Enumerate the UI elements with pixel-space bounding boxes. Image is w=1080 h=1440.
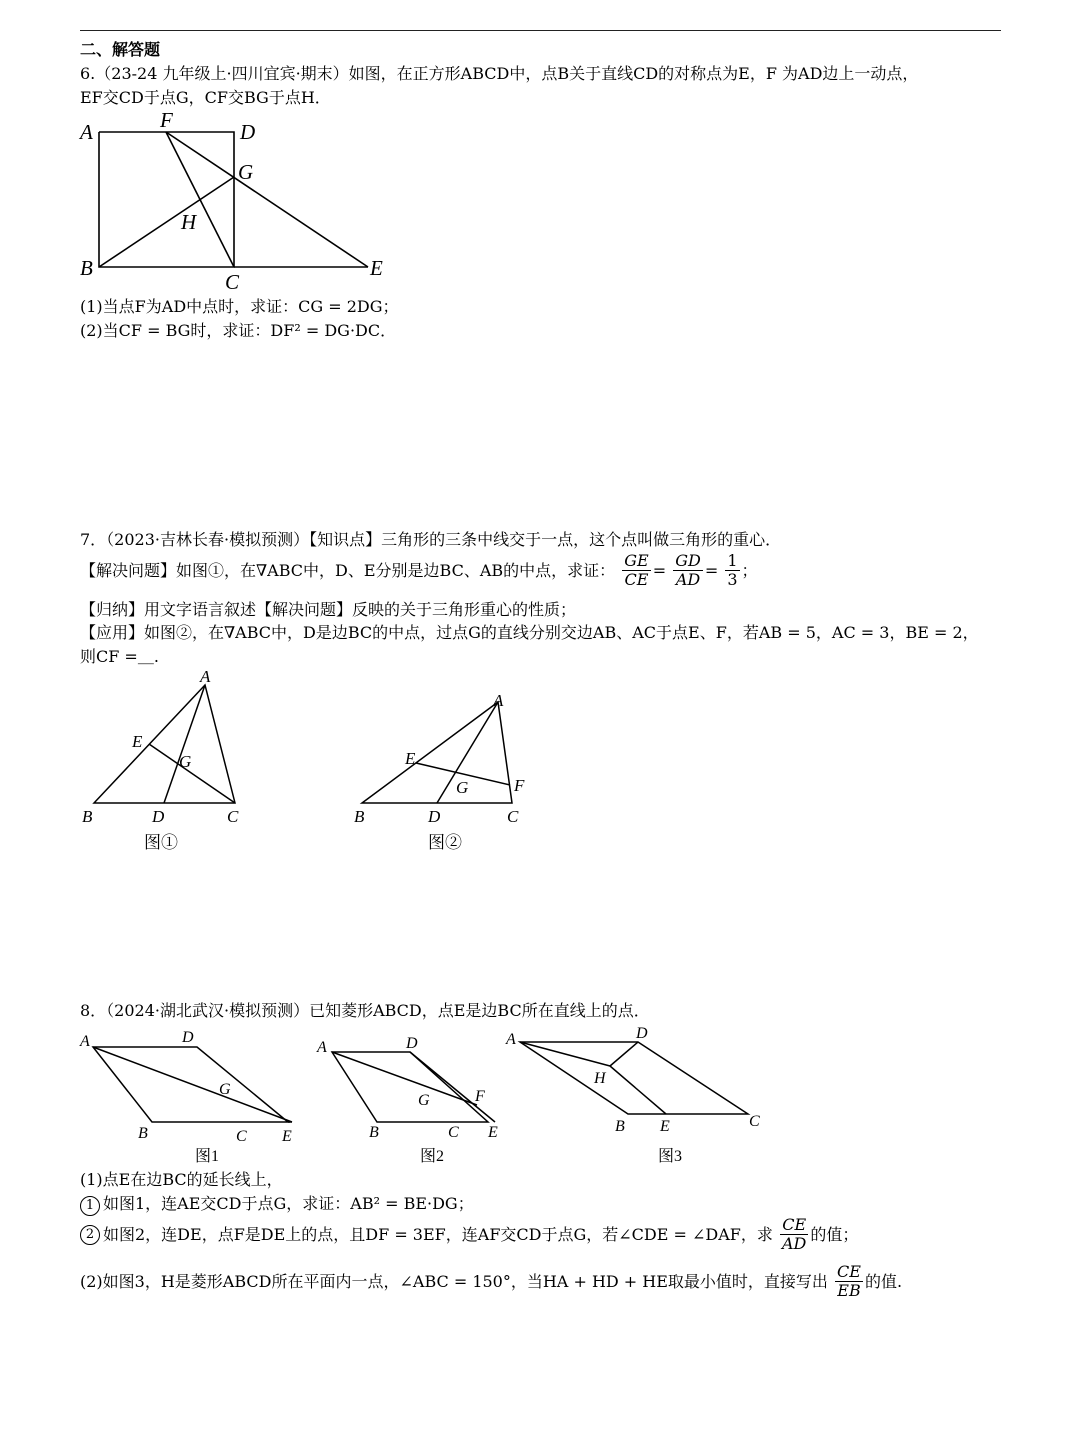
q8-fig3-label-c: C xyxy=(749,1113,760,1130)
q7-line1: 7．（2023·吉林长春·模拟预测）【知识点】三角形的三条中线交于一点，这个点叫做三角形的重心． xyxy=(80,530,782,549)
q6-figure xyxy=(60,105,420,295)
q7-frac2-num: GD xyxy=(675,551,701,570)
q8-sub2-text: 如图2，连DE，点F是DE上的点，且DF = 3EF，连AF交CD于点G，若∠CDE = ∠DAF，求 xyxy=(103,1224,773,1244)
q7-fig2-label-e: E xyxy=(405,749,416,768)
q8-fig1-caption: 图1 xyxy=(195,1148,220,1165)
q8-fig1-label-a: A xyxy=(80,1033,90,1050)
q6-label-f: F xyxy=(160,108,173,132)
q7-fig2-label-b: B xyxy=(354,807,365,826)
q8-fig2-label-g: G xyxy=(418,1092,430,1109)
q8-sub2-frac-den: AD xyxy=(782,1234,807,1254)
q8-fig2-segment-de xyxy=(410,1052,495,1122)
q8-fig3-label-d: D xyxy=(636,1025,648,1042)
q8-fig2-label-f: F xyxy=(475,1088,485,1105)
q6-label-c: C xyxy=(225,270,240,294)
q8-fig2-segment-af xyxy=(332,1052,477,1105)
q8-fig2-label-c: C xyxy=(448,1124,459,1141)
q8-part2-frac-den: EB xyxy=(837,1281,861,1301)
q7-fig1-label-c: C xyxy=(227,807,239,826)
q8-fig3-label-e: E xyxy=(660,1118,670,1135)
q8-line1: 8．（2024·湖北武汉·模拟预测）已知菱形ABCD，点E是边BC所在直线上的点． xyxy=(80,1001,650,1020)
q7-fig1-label-d: D xyxy=(152,807,165,826)
q6-label-b: B xyxy=(80,256,93,280)
q7-equals-2: = xyxy=(704,560,719,580)
q8-sub1-number: 1 xyxy=(80,1196,100,1216)
q8-fig2-label-e: E xyxy=(488,1124,498,1141)
q8-sub1-text: 如图1，连AE交CD于点G，求证：AB² = BE·DG； xyxy=(103,1194,474,1213)
q8-sub2-suffix: 的值； xyxy=(810,1224,859,1244)
q7-line2 xyxy=(80,552,758,590)
q6-line1: 6.（23-24 九年级上·四川宜宾·期末）如图，在正方形ABCD中，点B关于直线CD的对称点为E，F 为AD边上一动点， xyxy=(80,64,919,83)
q8-sub2 xyxy=(80,1216,858,1254)
q8-fig1-label-e: E xyxy=(282,1128,292,1145)
q7-fig1-label-e: E xyxy=(132,732,143,751)
q7-fig1-label-a: A xyxy=(200,667,211,686)
q7-line2-text: 【解决问题】如图①，在∇ABC中，D、E分别是边BC、AB的中点，求证： xyxy=(80,560,616,580)
q8-fig2-label-d: D xyxy=(406,1035,418,1052)
q8-fig3-segment-hd xyxy=(610,1042,638,1066)
q6-label-h: H xyxy=(181,210,197,234)
q8-fig2-label-a: A xyxy=(317,1039,327,1056)
q7-frac2-den: AD xyxy=(675,570,701,590)
q8-fig3-caption: 图3 xyxy=(658,1148,683,1165)
q7-figures xyxy=(70,665,540,860)
q8-fig2-caption: 图2 xyxy=(420,1148,445,1165)
q8-fig3-label-b: B xyxy=(615,1118,625,1135)
q7-fraction-ge-ce xyxy=(622,552,650,590)
q7-fraction-one-third xyxy=(725,552,739,590)
q7-fraction-gd-ad xyxy=(673,552,703,590)
q8-fig2-rhombus xyxy=(332,1052,488,1122)
q8-part2-frac-num: CE xyxy=(837,1262,861,1281)
q7-fig1-label-g: G xyxy=(179,752,192,771)
q7-equals-1: = xyxy=(652,560,667,580)
q7-frac3-den: 3 xyxy=(727,570,738,590)
q7-frac3-num: 1 xyxy=(727,551,738,570)
q8-fig1-label-b: B xyxy=(138,1125,148,1142)
q8-fig1-label-g: G xyxy=(219,1081,231,1098)
q7-line3: 【归纳】用文字语言叙述【解决问题】反映的关于三角形重心的性质； xyxy=(80,600,577,619)
q8-fig3-segment-ha xyxy=(520,1042,610,1066)
q8-part2-suffix: 的值. xyxy=(864,1271,903,1291)
q8-fig1-label-d: D xyxy=(182,1029,194,1046)
q7-frac1-den: CE xyxy=(624,570,649,590)
q8-fig1-label-c: C xyxy=(236,1128,247,1145)
q8-part1: (1)点E在边BC的延长线上， xyxy=(80,1170,283,1189)
q7-fig1-label-b: B xyxy=(82,807,93,826)
q6-part1: (1)当点F为AD中点时，求证：CG = 2DG； xyxy=(80,297,399,316)
q6-square-abcd xyxy=(99,132,234,267)
q7-fig2-label-f: F xyxy=(514,776,525,795)
q8-fig2-label-b: B xyxy=(369,1124,379,1141)
top-rule xyxy=(80,30,1001,31)
q6-label-d: D xyxy=(240,120,256,144)
q7-fig2-label-d: D xyxy=(428,807,441,826)
q8-sub2-number: 2 xyxy=(80,1225,100,1245)
q7-fig1-caption: 图① xyxy=(144,833,178,852)
q7-line4: 【应用】如图②，在∇ABC中，D是边BC的中点，过点G的直线分别交边AB、AC于点E、F，若AB = 5，AC = 3，BE = 2， xyxy=(80,623,979,642)
q7-fig1-median-ad xyxy=(164,685,205,803)
q7-fig2-label-c: C xyxy=(507,807,519,826)
section-title: 二、解答题 xyxy=(80,40,161,59)
q6-label-e: E xyxy=(370,256,383,280)
q6-line2: EF交CD于点G，CF交BG于点H． xyxy=(80,88,331,107)
q6-part2: (2)当CF = BG时，求证：DF² = DG·DC． xyxy=(80,321,397,340)
q8-figures xyxy=(70,1022,790,1170)
q6-label-a: A xyxy=(80,120,93,144)
q8-sub2-frac-num: CE xyxy=(780,1216,808,1235)
q7-fig1-triangle xyxy=(94,685,235,803)
q7-frac1-num: GE xyxy=(624,551,649,570)
q8-fig3-label-a: A xyxy=(506,1031,516,1048)
q7-semicolon: ； xyxy=(741,560,758,580)
q6-segment-bg xyxy=(99,177,234,267)
q8-fig3-label-h: H xyxy=(594,1070,606,1087)
q6-segment-fe xyxy=(166,132,368,267)
q7-fig2-label-g: G xyxy=(456,778,469,797)
q8-sub2-fraction xyxy=(780,1216,808,1254)
q8-part2-text: (2)如图3，H是菱形ABCD所在平面内一点，∠ABC = 150°，当HA + HD + HE取最小值时，直接写出 xyxy=(80,1271,828,1291)
q7-fig2-label-a: A xyxy=(493,691,504,710)
q7-line5: 则CF =＿. xyxy=(80,647,159,666)
q6-label-g: G xyxy=(238,160,254,184)
q8-fig3-rhombus xyxy=(520,1042,748,1114)
q7-fig2-caption: 图② xyxy=(428,833,462,852)
q8-part2 xyxy=(80,1263,902,1301)
q8-sub1 xyxy=(80,1194,474,1216)
q8-part2-fraction xyxy=(835,1263,863,1301)
